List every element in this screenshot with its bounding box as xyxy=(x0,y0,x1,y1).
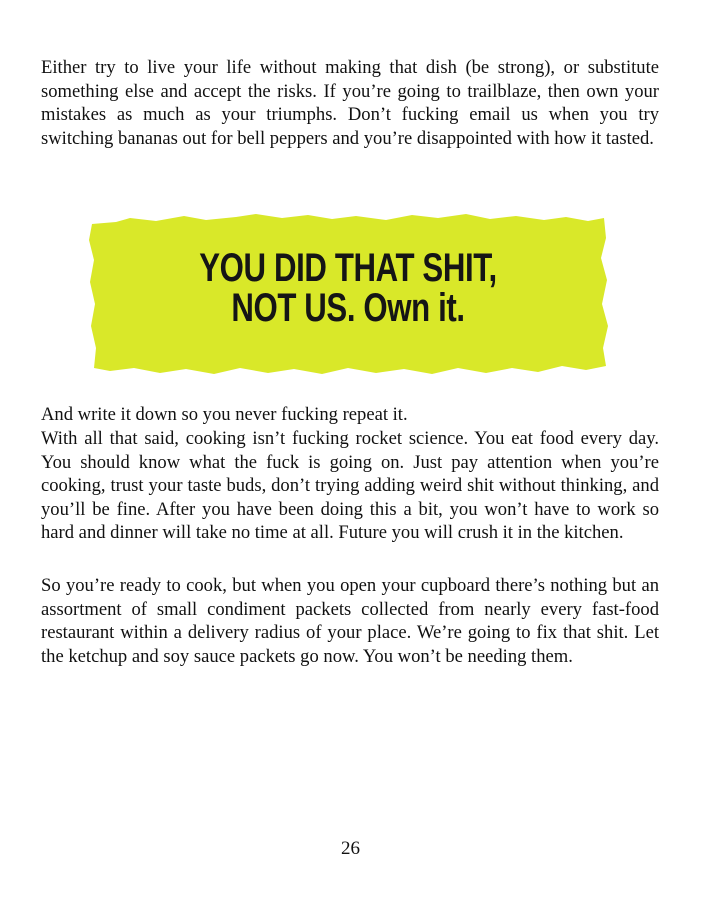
callout-line-2: NOT US. Own it. xyxy=(231,286,465,330)
callout-line-1: YOU DID THAT SHIT, xyxy=(199,246,497,290)
callout-text xyxy=(144,248,553,328)
paragraph-trailblaze: Either try to live your life without making that dish (be strong), or substitute something else and accept the risks. If you’re going to trailblaze, then own your mistakes as much as your triumphs. Don’t fucking email us when you try switching bananas out for bell peppers and you’re disappointed with how it tasted. xyxy=(41,57,659,149)
paragraph-cupboard: So you’re ready to cook, but when you open your cupboard there’s nothing but an assortment of small condiment packets collected from nearly every fast-food restaurant within a delivery radius of your place. We’re going to fix that shit. Let the ketchup and soy sauce packets go now. You won’t be needing them. xyxy=(41,575,659,667)
page-number: 26 xyxy=(341,838,360,859)
callout-highlight xyxy=(86,208,610,382)
paragraph-rocket-science: With all that said, cooking isn’t fucking rocket science. You eat food every day. You should know what the fuck is going on. Just pay attention when you’re cooking, trust your taste buds, don’t trying adding weird shit without thinking, and you’ll be fine. After you have been doing this a bit, you won’t have to work so hard and dinner will take no time at all. Future you will crush it in the kitchen. xyxy=(41,428,659,543)
paragraph-write-it-down: And write it down so you never fucking repeat it. xyxy=(41,404,408,425)
